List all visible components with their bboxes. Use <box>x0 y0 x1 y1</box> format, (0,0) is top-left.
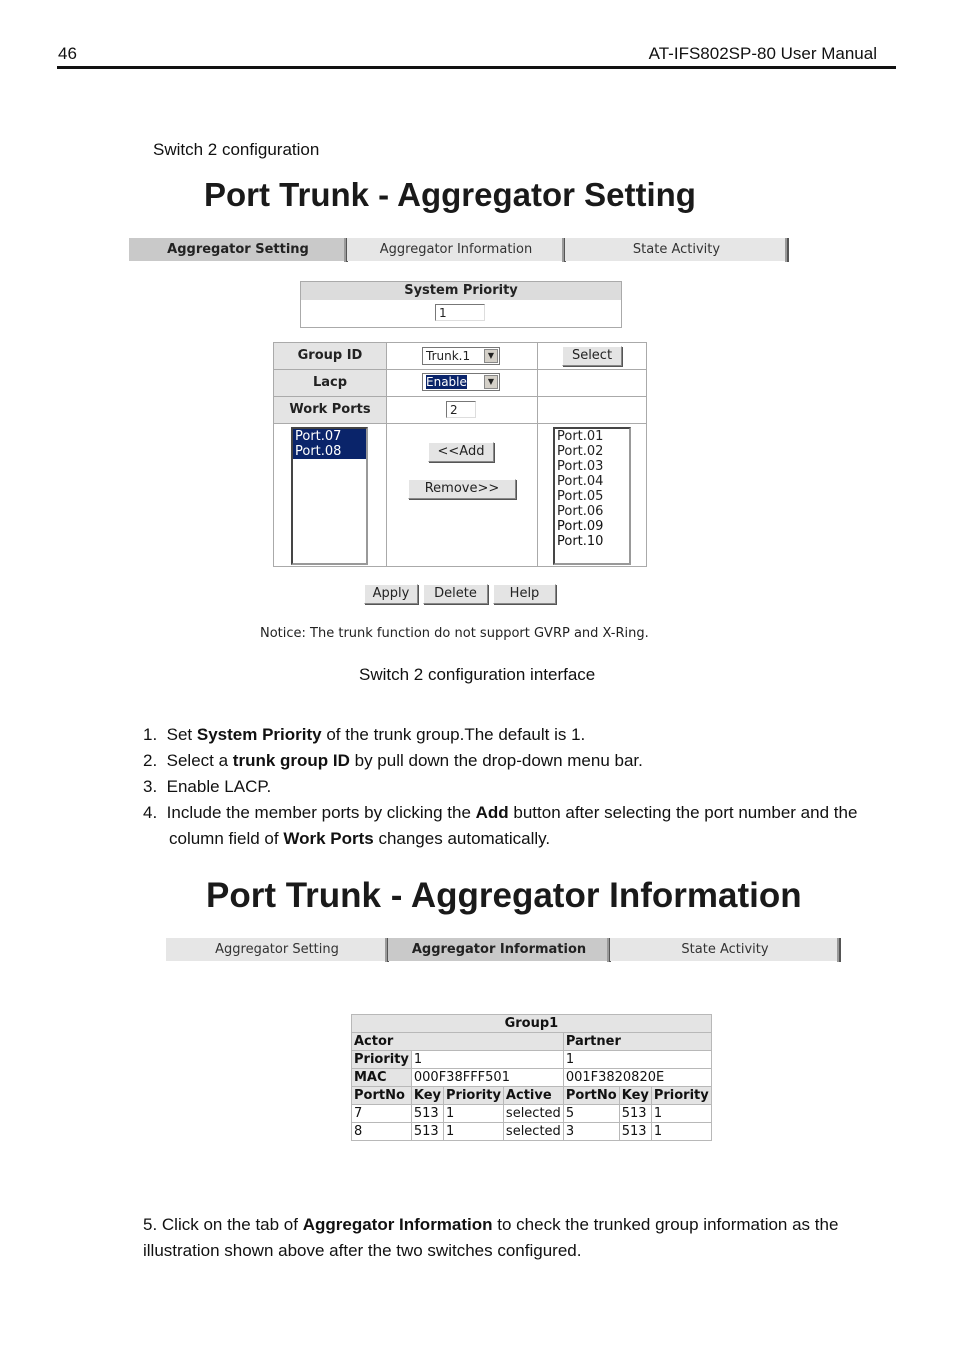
column-header: Priority <box>444 1087 504 1105</box>
table-cell: 3 <box>563 1123 619 1141</box>
select-button[interactable]: Select <box>562 346 622 366</box>
table-cell: 513 <box>411 1123 443 1141</box>
step-5 <box>143 1212 923 1264</box>
list-item[interactable]: Port.09 <box>557 519 604 534</box>
list-item[interactable]: Port.03 <box>557 459 604 474</box>
tab-state-activity[interactable] <box>565 237 788 261</box>
apply-button[interactable]: Apply <box>364 584 418 604</box>
step-text: of the trunk group.The default is 1. <box>321 725 586 744</box>
list-item[interactable]: Port.05 <box>557 489 604 504</box>
aggregator-info-table <box>351 1014 712 1141</box>
actor-mac: 000F38FFF501 <box>411 1069 563 1087</box>
trunk-config-panel <box>273 342 647 567</box>
tab-aggregator-information[interactable] <box>347 237 565 261</box>
chevron-down-icon[interactable]: ▼ <box>484 349 498 363</box>
actor-header: Actor <box>352 1033 564 1051</box>
help-button[interactable]: Help <box>493 584 556 604</box>
table-cell: 5 <box>563 1105 619 1123</box>
step-bold: Work Ports <box>283 829 374 848</box>
table-row <box>352 1123 712 1141</box>
step-bold: System Priority <box>196 725 322 744</box>
group-header: Group1 <box>352 1015 712 1033</box>
list-item[interactable]: Port.10 <box>557 534 604 549</box>
step-text: Include the member ports by clicking the <box>166 803 476 822</box>
tab-aggregator-information[interactable] <box>388 937 610 961</box>
partner-header: Partner <box>563 1033 711 1051</box>
table-cell: 1 <box>651 1123 711 1141</box>
step-3 <box>143 774 923 800</box>
column-header: PortNo <box>563 1087 619 1105</box>
partner-priority: 1 <box>563 1051 711 1069</box>
list-item[interactable]: Port.04 <box>557 474 604 489</box>
member-ports-list[interactable] <box>291 427 368 565</box>
mac-label: MAC <box>352 1069 412 1087</box>
available-ports-list[interactable] <box>553 427 631 565</box>
tab-label: State Activity <box>632 242 721 257</box>
column-header: Priority <box>651 1087 711 1105</box>
table-row <box>352 1105 712 1123</box>
step-text: column field of <box>169 829 284 848</box>
header-rule <box>57 66 896 69</box>
table-cell: selected <box>503 1105 563 1123</box>
step-bold: Add <box>475 803 509 822</box>
aggregator-information-title: Port Trunk - Aggregator Information <box>206 876 802 915</box>
step-text: Select a <box>166 751 233 770</box>
table-cell: 1 <box>651 1105 711 1123</box>
step-text: 5. Click on the tab of <box>143 1215 303 1234</box>
step-text: Enable LACP. <box>166 777 272 796</box>
actor-priority: 1 <box>411 1051 563 1069</box>
column-header: Key <box>411 1087 443 1105</box>
step-number: 3. <box>143 777 158 796</box>
step-4 <box>143 800 923 826</box>
tab-state-activity[interactable] <box>610 937 840 961</box>
step-text: Set <box>166 725 197 744</box>
step-2 <box>143 748 923 774</box>
aggregator-setting-title: Port Trunk - Aggregator Setting <box>204 176 696 213</box>
table-cell: 513 <box>619 1105 651 1123</box>
list-item[interactable]: Port.02 <box>557 444 604 459</box>
tab-label: State Activity <box>681 942 769 957</box>
remove-button[interactable]: Remove>> <box>408 479 516 499</box>
column-header: Key <box>619 1087 651 1105</box>
table-cell: 8 <box>352 1123 412 1141</box>
lacp-value: Enable <box>426 375 467 389</box>
table-cell: 513 <box>619 1123 651 1141</box>
tab-label: Aggregator Information <box>379 242 533 257</box>
step-number: 4. <box>143 803 158 822</box>
column-header: PortNo <box>352 1087 412 1105</box>
section-caption: Switch 2 configuration <box>153 140 320 159</box>
list-item[interactable]: Port.01 <box>557 429 604 444</box>
list-item[interactable]: Port.08 <box>293 444 366 459</box>
column-header: Active <box>503 1087 563 1105</box>
step-text: to check the trunked group information as the <box>492 1215 839 1234</box>
tab-aggregator-setting[interactable] <box>166 937 388 961</box>
group-id-value: Trunk.1 <box>426 349 471 363</box>
delete-button[interactable]: Delete <box>423 584 488 604</box>
list-item[interactable]: Port.07 <box>293 429 366 444</box>
table-cell: 1 <box>444 1105 504 1123</box>
step-1 <box>143 722 923 748</box>
chevron-down-icon[interactable]: ▼ <box>484 375 498 389</box>
step-text: by pull down the drop-down menu bar. <box>349 751 643 770</box>
partner-mac: 001F3820820E <box>563 1069 711 1087</box>
tab-label: Aggregator Information <box>411 942 587 957</box>
step-text: illustration shown above after the two switches configured. <box>143 1241 582 1260</box>
priority-label: Priority <box>352 1051 412 1069</box>
step-number: 2. <box>143 751 158 770</box>
lacp-label: Lacp <box>312 375 348 390</box>
step-bold: Aggregator Information <box>302 1215 493 1234</box>
tab-aggregator-setting[interactable] <box>129 237 347 261</box>
step-4-continued <box>143 826 923 852</box>
table-cell: 513 <box>411 1105 443 1123</box>
tab-label: Aggregator Setting <box>215 942 339 957</box>
tab-bar-setting <box>129 237 788 261</box>
tab-bar-information <box>166 937 840 961</box>
notice-text: Notice: The trunk function do not support GVRP and X-Ring. <box>260 626 649 641</box>
manual-title: AT-IFS802SP-80 User Manual <box>648 44 877 63</box>
work-ports-label: Work Ports <box>289 402 371 417</box>
list-item[interactable]: Port.06 <box>557 504 604 519</box>
group-id-select[interactable] <box>422 347 500 365</box>
figure-caption: Switch 2 configuration interface <box>359 665 596 684</box>
work-ports-input[interactable]: 2 <box>446 401 476 418</box>
system-priority-label: System Priority <box>301 282 621 300</box>
step-bold: trunk group ID <box>232 751 350 770</box>
table-cell: selected <box>503 1123 563 1141</box>
step-text: changes automatically. <box>373 829 551 848</box>
table-header-row <box>352 1087 712 1105</box>
table-cell: 7 <box>352 1105 412 1123</box>
step-text: button after selecting the port number and the <box>508 803 858 822</box>
system-priority-panel <box>300 281 622 328</box>
steps-list <box>143 722 923 852</box>
table-cell: 1 <box>444 1123 504 1141</box>
add-button[interactable]: <<Add <box>428 442 494 462</box>
page-number: 46 <box>58 44 77 63</box>
tab-label: Aggregator Setting <box>167 242 309 257</box>
group-id-label: Group ID <box>297 348 363 363</box>
system-priority-input[interactable]: 1 <box>435 304 485 321</box>
lacp-select[interactable] <box>422 373 500 391</box>
step-number: 1. <box>143 725 158 744</box>
